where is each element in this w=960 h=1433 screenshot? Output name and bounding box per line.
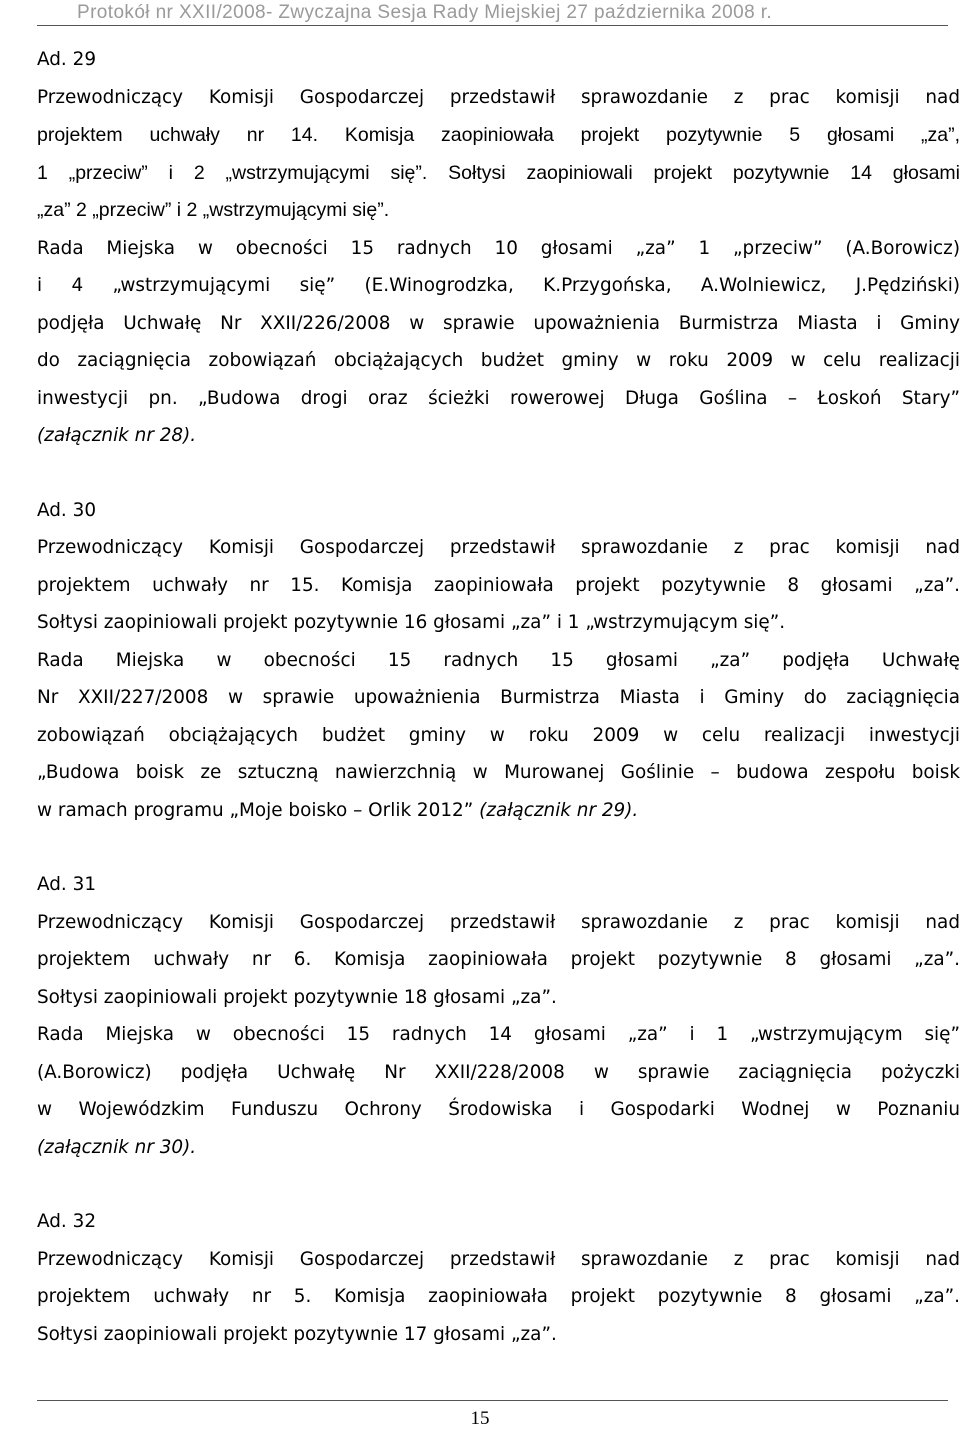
paragraph-line: projektem uchwały nr 15. Komisja zaopiniowała projekt pozytywnie 8 głosami „za”.: [37, 575, 960, 596]
paragraph-line: Rada Miejska w obecności 15 radnych 14 głosami „za” i 1 „wstrzymującym się”: [37, 1024, 960, 1045]
section-heading-ad29: Ad. 29: [37, 49, 97, 70]
paragraph-line: zobowiązań obciążających budżet gminy w roku 2009 w celu realizacji inwestycji: [37, 725, 960, 746]
paragraph-line: Rada Miejska w obecności 15 radnych 15 głosami „za” podjęła Uchwałę: [37, 650, 960, 671]
paragraph-line: Rada Miejska w obecności 15 radnych 10 głosami „za” 1 „przeciw” (A.Borowicz): [37, 238, 960, 259]
paragraph-line: Sołtysi zaopiniowali projekt pozytywnie 17 głosami „za”.: [37, 1324, 557, 1345]
paragraph-line: projektem uchwały nr 14. Komisja zaopiniowała projekt pozytywnie 5 głosami „za”,: [37, 124, 960, 146]
paragraph-line: Przewodniczący Komisji Gospodarczej przedstawił sprawozdanie z prac komisji nad: [37, 1249, 960, 1270]
paragraph-line: Przewodniczący Komisji Gospodarczej przedstawił sprawozdanie z prac komisji nad: [37, 87, 960, 108]
section-heading-ad32: Ad. 32: [37, 1211, 97, 1232]
paragraph-line: projektem uchwały nr 5. Komisja zaopiniowała projekt pozytywnie 8 głosami „za”.: [37, 1286, 960, 1307]
paragraph-line: podjęła Uchwałę Nr XXII/226/2008 w sprawie upoważnienia Burmistrza Miasta i Gminy: [37, 313, 960, 334]
section-heading-ad30: Ad. 30: [37, 500, 97, 521]
paragraph-line: Nr XXII/227/2008 w sprawie upoważnienia Burmistrza Miasta i Gminy do zaciągnięcia: [37, 687, 960, 708]
paragraph-line: (A.Borowicz) podjęła Uchwałę Nr XXII/228/2008 w sprawie zaciągnięcia pożyczki: [37, 1062, 960, 1083]
attachment-reference: (załącznik nr 28).: [37, 425, 197, 446]
paragraph-line: w Wojewódzkim Funduszu Ochrony Środowiska i Gospodarki Wodnej w Poznaniu: [37, 1099, 960, 1120]
header-rule: [37, 25, 948, 26]
paragraph-line-text: w ramach programu „Moje boisko – Orlik 2012”: [37, 800, 474, 821]
paragraph-line: 1 „przeciw” i 2 „wstrzymującymi się”. Sołtysi zaopiniowali projekt pozytywnie 14 głosami: [37, 162, 960, 184]
paragraph-line: Przewodniczący Komisji Gospodarczej przedstawił sprawozdanie z prac komisji nad: [37, 537, 960, 558]
paragraph-line: [37, 792, 960, 829]
paragraph-line: Przewodniczący Komisji Gospodarczej przedstawił sprawozdanie z prac komisji nad: [37, 912, 960, 933]
paragraph-line: i 4 „wstrzymującymi się” (E.Winogrodzka, K.Przygońska, A.Wolniewicz, J.Pędziński): [37, 275, 960, 296]
header-title: Protokół nr XXII/2008- Zwyczajna Sesja Rady Miejskiej 27 października 2008 r.: [77, 2, 773, 23]
page-header: [37, 0, 948, 28]
paragraph-line: inwestycji pn. „Budowa drogi oraz ścieżki rowerowej Długa Goślina – Łoskoń Stary”: [37, 388, 960, 409]
paragraph-line: „Budowa boisk ze sztuczną nawierzchnią w Murowanej Goślinie – budowa zespołu boisk: [37, 762, 960, 783]
paragraph-line: do zaciągnięcia zobowiązań obciążających budżet gminy w roku 2009 w celu realizacji: [37, 350, 960, 371]
attachment-reference: (załącznik nr 29).: [479, 800, 639, 821]
attachment-reference: (załącznik nr 30).: [37, 1137, 197, 1158]
page-number: 15: [470, 1408, 490, 1429]
paragraph-line: Sołtysi zaopiniowali projekt pozytywnie 16 głosami „za” i 1 „wstrzymującym się”.: [37, 612, 786, 633]
section-heading-ad31: Ad. 31: [37, 874, 97, 895]
footer-rule: [37, 1400, 948, 1401]
paragraph-line: Sołtysi zaopiniowali projekt pozytywnie 18 głosami „za”.: [37, 987, 557, 1008]
paragraph-line: „za” 2 „przeciw” i 2 „wstrzymującymi się”.: [37, 199, 390, 221]
paragraph-line: projektem uchwały nr 6. Komisja zaopiniowała projekt pozytywnie 8 głosami „za”.: [37, 949, 960, 970]
